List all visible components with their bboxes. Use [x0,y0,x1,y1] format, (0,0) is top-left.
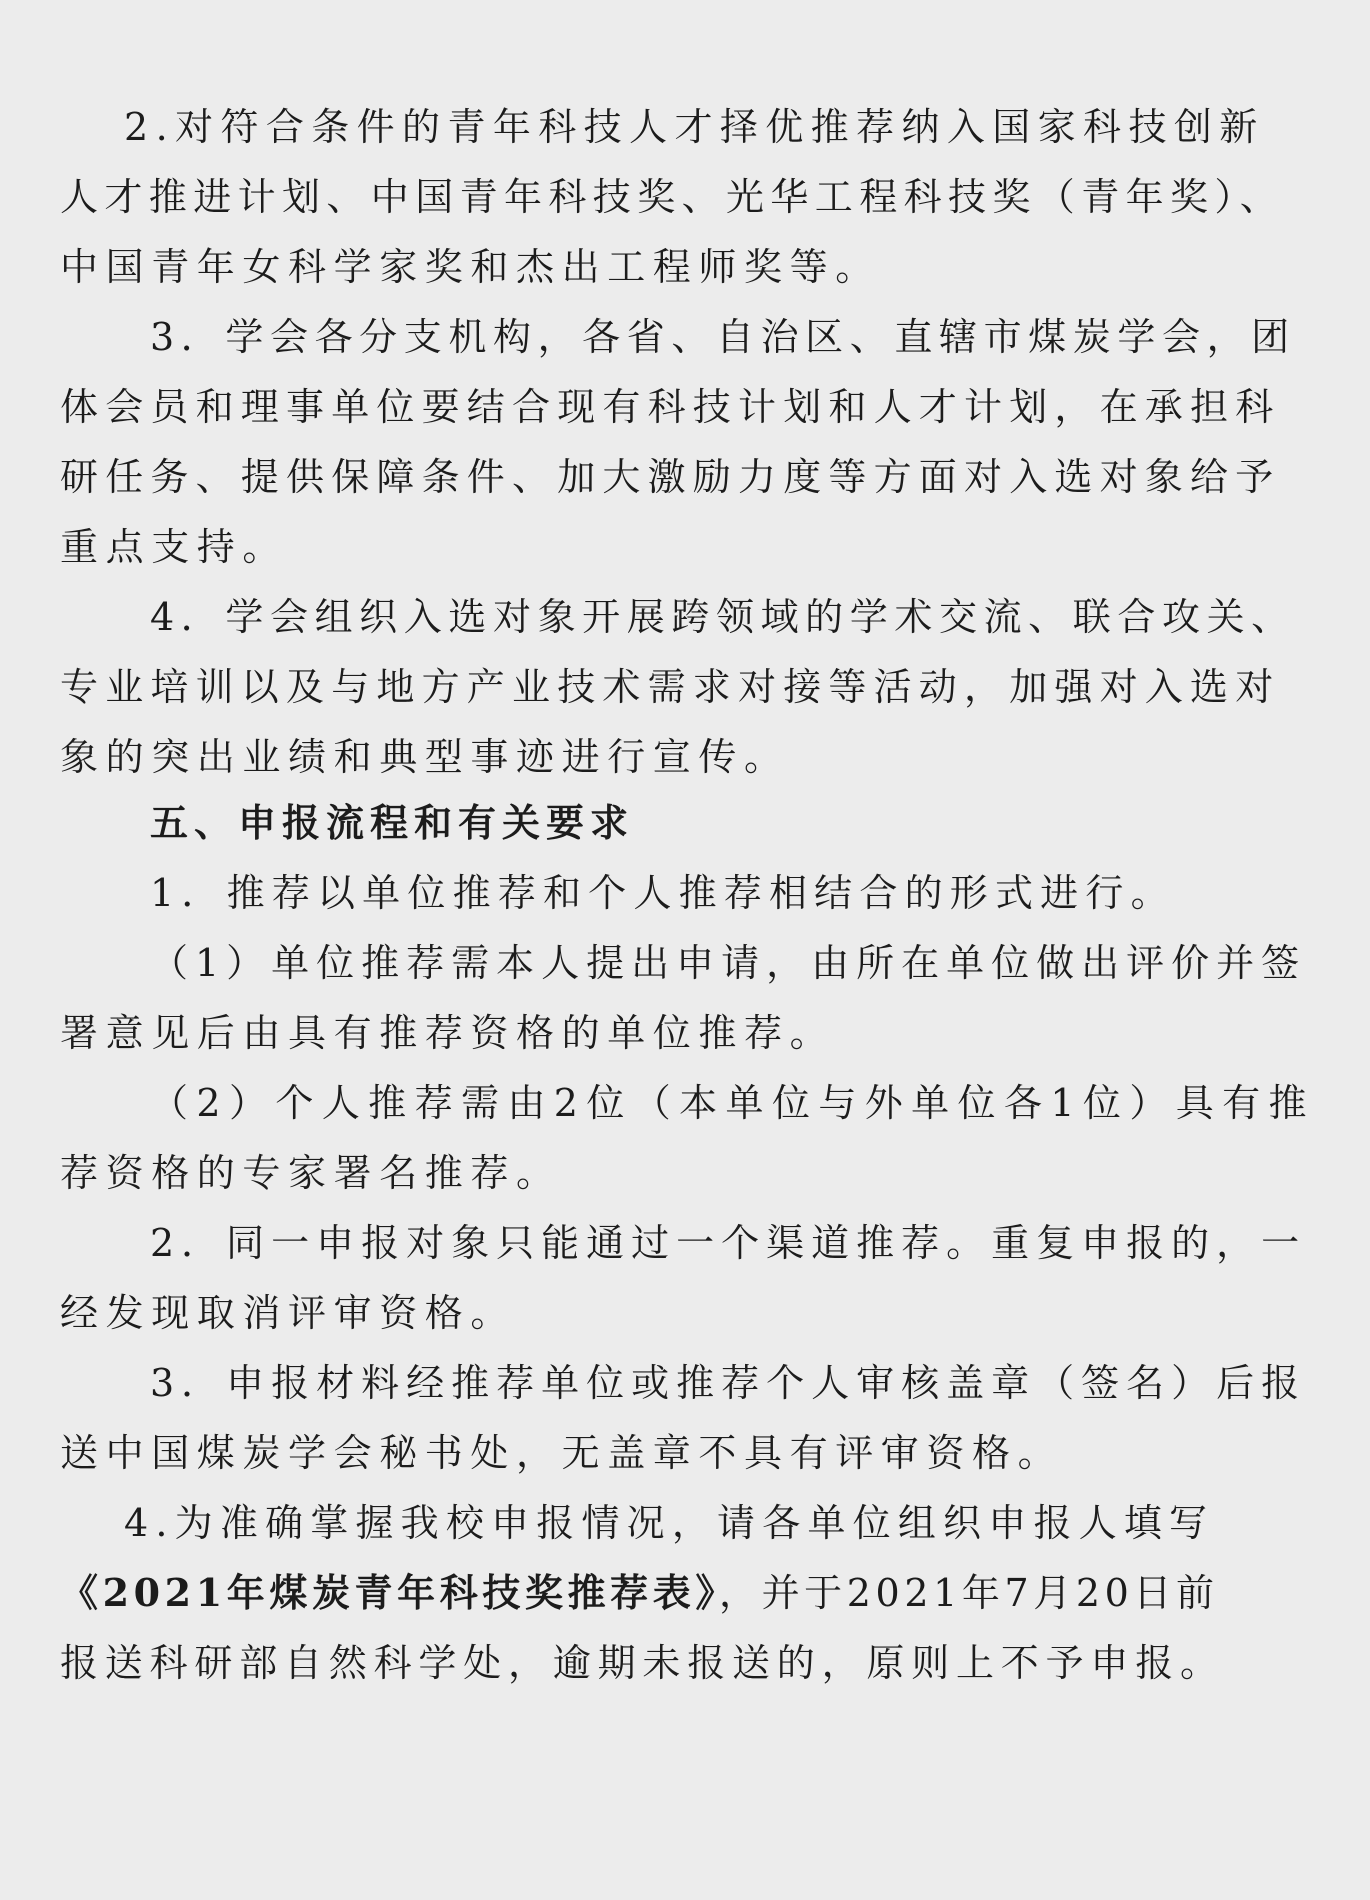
item-1-line: 1．推荐以单位推荐和个人推荐相结合的形式进行。 [150,871,1176,915]
item-4-line-3: 报送科研部自然科学处，逾期未报送的，原则上不予申报。 [60,1641,1225,1685]
paragraph-2-line-2: 人才推进计划、中国青年科技奖、光华工程科技奖（青年奖）、 [60,175,1285,219]
item-1-2-line-2: 荐资格的专家署名推荐。 [60,1151,562,1195]
recommendation-form-title: 《2021年煤炭青年科技奖推荐表》 [60,1570,719,1615]
item-4-line-2 [60,1568,1219,1618]
paragraph-3-line-4: 重点支持。 [60,525,289,569]
item-1-1-line-1: （1）单位推荐需本人提出申请，由所在单位做出评价并签 [150,941,1307,985]
section-five-heading: 五、申报流程和有关要求 [150,801,635,845]
paragraph-3-line-1: 3．学会各分支机构，各省、自治区、直辖市煤炭学会，团 [150,315,1296,359]
paragraph-2-line-3: 中国青年女科学家奖和杰出工程师奖等。 [60,245,881,289]
item-3-line-1: 3．申报材料经推荐单位或推荐个人审核盖章（签名）后报 [150,1361,1307,1405]
item-2-line-2: 经发现取消评审资格。 [60,1291,517,1335]
item-2-line-1: 2．同一申报对象只能通过一个渠道推荐。重复申报的，一 [150,1221,1307,1265]
item-4-line-1: 4.为准确掌握我校申报情况，请各单位组织申报人填写 [124,1501,1215,1545]
paragraph-2-line-1: 2.对符合条件的青年科技人才择优推荐纳入国家科技创新 [124,105,1265,149]
item-4-line-2-rest: ，并于2021年7月20日前 [718,1571,1219,1615]
item-1-2-line-1: （2）个人推荐需由2位（本单位与外单位各1位）具有推 [150,1081,1315,1125]
paragraph-3-line-3: 研任务、提供保障条件、加大激励力度等方面对入选对象给予 [60,455,1281,499]
item-1-1-line-2: 署意见后由具有推荐资格的单位推荐。 [60,1011,836,1055]
item-3-line-2: 送中国煤炭学会秘书处，无盖章不具有评审资格。 [60,1431,1064,1475]
paragraph-4-line-3: 象的突出业绩和典型事迹进行宣传。 [60,735,790,779]
paragraph-4-line-1: 4．学会组织入选对象开展跨领域的学术交流、联合攻关、 [150,595,1296,639]
paragraph-3-line-2: 体会员和理事单位要结合现有科技计划和人才计划，在承担科 [60,385,1281,429]
paragraph-4-line-2: 专业培训以及与地方产业技术需求对接等活动，加强对入选对 [60,665,1281,709]
